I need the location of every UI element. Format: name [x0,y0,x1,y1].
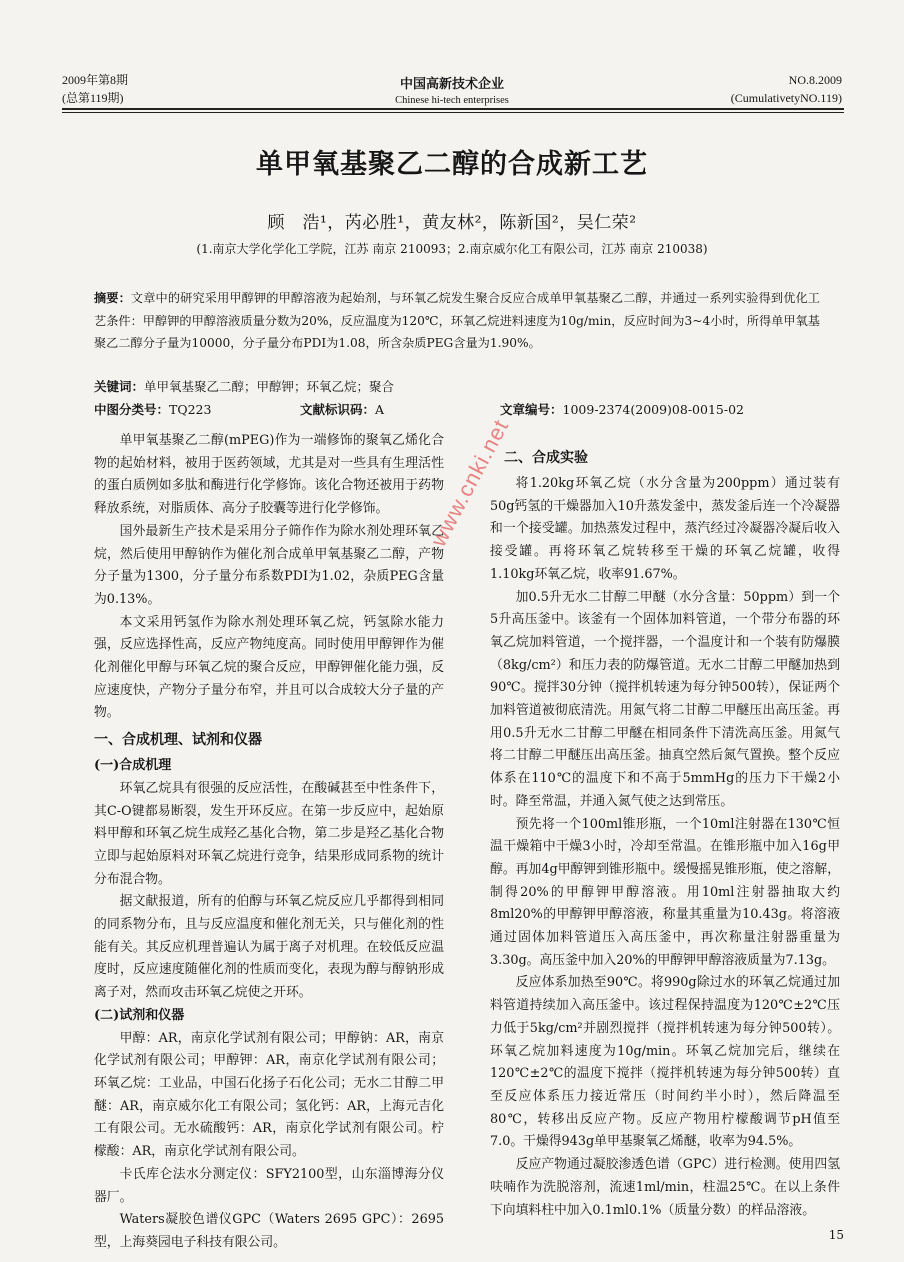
intro-paragraph-1: 单甲氧基聚乙二醇(mPEG)作为一端修饰的聚氧乙烯化合物的起始材料，被用于医药领域，尤其是对一些具有生理活性的蛋白质例如多肽和酶进行化学修饰。该化合物还被用于药物释放系统，对脂质体、高分子胶囊等进行化学修饰。 [94,433,444,517]
article-label: 文章编号： [500,402,563,417]
section-heading-2: 二、合成实验 [504,450,588,466]
header-rule [62,108,844,110]
abstract-label: 摘要： [94,291,131,305]
instrument-paragraph-1: 卡氏库仑法水分测定仪：SFY2100型，山东淄博海分仪器厂。 [94,1166,444,1205]
header-issue-en: NO.8.2009 [788,73,842,87]
keywords [94,377,820,397]
header-issue-cn: 2009年第8期 [62,73,129,87]
mechanism-paragraph-2: 据文献报道，所有的伯醇与环氧乙烷反应几乎都得到相同的同系物分布，且与反应温度和催化剂无关，只与催化剂的性能有关。其反应机理普遍认为属于离子对机理。在较低反应温度时，反应速度随催化剂的性质而变化，表现为醇与醇钠形成离子对，然而攻击环氧乙烷使之开环。 [94,894,444,1001]
paper-authors: 顾 浩¹，芮必胜¹，黄友林²，陈新国²，吴仁荣² [267,213,637,233]
article-value: 1009-2374(2009)08-0015-02 [562,402,744,417]
abstract-text: 文章中的研究采用甲醇钾的甲醇溶液为起始剂，与环氧乙烷发生聚合反应合成单甲氧基聚乙二醇，并通过一系列实验得到优化工艺条件：甲醇钾的甲醇溶液质量分数为20%，反应温度为120℃，环氧乙烷进料速度为10g/min，反应时间为3~4小时，所得单甲氧基聚乙二醇分子量为10000，分子量分布PDI为1.08，所含杂质PEG含量为1.90%。 [94,291,820,350]
experiment-paragraph-3: 预先将一个100ml锥形瓶，一个10ml注射器在130℃恒温干燥箱中干燥3小时，冷却至常温。在锥形瓶中加入16g甲醇。再加4g甲醇钾到锥形瓶中。缓慢摇晃锥形瓶，使之溶解，制得20%的甲醇钾甲醇溶液。用10ml注射器抽取大约8ml20%的甲醇钾甲醇溶液，称量其重量为10.43g。将溶液通过固体加料管道压入高压釜中，再次称量注射器重量为3.30g。高压釜中加入20%的甲醇钾甲醇溶液质量为7.13g。 [490,816,840,968]
header-journal-cn: 中国高新技术企业 [399,76,504,91]
experiment-paragraph-4: 反应体系加热至90℃。将990g除过水的环氧乙烷通过加料管道持续加入高压釜中。该过程保持温度为120℃±2℃压力低于5kg/cm²并剧烈搅拌（搅拌机转速为每分钟500转）。环氧乙烷加料速度为10g/min。环氧乙烷加完后，继续在120℃±2℃的温度下搅拌（搅拌机转速为每分钟500转）直至反应体系压力接近常压（时间约半小时），然后降温至80℃，转移出反应产物。反应产物用柠檬酸调节pH值至7.0。干燥得943g单甲基聚氧乙烯醚，收率为94.5%。 [490,975,840,1150]
clc-number [94,400,211,420]
experiment-paragraph-5: 反应产物通过凝胶渗透色谱（GPC）进行检测。使用四氢呋喃作为洗脱溶剂，流速1ml/min，柱温25℃。在以上条件下向填料柱中加入0.1ml0.1%（质量分数）的样品溶液。 [490,1157,840,1218]
reagents-paragraph: 甲醇：AR，南京化学试剂有限公司；甲醇钠：AR，南京化学试剂有限公司；甲醇钾：AR，南京化学试剂有限公司；环氧乙烷：工业品，中国石化扬子石化公司；无水二甘醇二甲醚：AR，南京威尔化工有限公司；氢化钙：AR，上海元吉化工有限公司。无水硫酸钙：AR，南京化学试剂有限公司。柠檬酸：AR，南京化学试剂有限公司。 [94,1030,444,1160]
header-total-cn: (总第119期) [62,91,124,105]
clc-label: 中图分类号： [94,402,170,417]
experiment-paragraph-2: 加0.5升无水二甘醇二甲醚（水分含量：50ppm）到一个5升高压釜中。该釜有一个固体加料管道，一个带分布器的环氧乙烷加料管道，一个搅拌器，一个温度计和一个装有防爆膜（8kg/cm²）和压力表的防爆管道。无水二甘醇二甲醚加热到90℃。搅拌30分钟（搅拌机转速为每分钟500转），保证两个加料管道被彻底清洗。用氮气将二甘醇二甲醚压出高压釜。再用0.5升无水二甘醇二甲醚在相同条件下清洗高压釜。用氮气将二甘醇二甲醚压出高压釜。抽真空然后氮气置换。整个反应体系在110℃的温度下和不高于5mmHg的压力下干燥2小时。降至常温，并通入氮气使之达到常压。 [490,589,840,809]
subsection-heading-1a: (一)合成机理 [94,758,172,774]
intro-paragraph-2: 国外最新生产技术是采用分子筛作作为除水剂处理环氧乙烷，然后使用甲醇钠作为催化剂合成单甲氧基聚乙二醇，产物分子量为1300，分子量分布系数PDI为1.02，杂质PEG含量为0.13%。 [94,523,444,607]
section-heading-1: 一、合成机理、试剂和仪器 [94,732,262,749]
keywords-text: 单甲氧基聚乙二醇；甲醇钾；环氧乙烷；聚合 [144,379,395,394]
header-rule-thin [62,112,844,113]
doccode-value: A [375,402,385,417]
intro-paragraph-3: 本文采用钙氢作为除水剂处理环氧乙烷，钙氢除水能力强，反应选择性高，反应产物纯度高。同时使用甲醇钾作为催化剂催化甲醇与环氧乙烷的聚合反应，甲醇钾催化能力强，反应速度快，产物分子量分布窄，并且可以合成较大分子量的产物。 [94,614,444,721]
right-column [490,446,840,1222]
page-number: 15 [828,1228,844,1242]
left-column [94,430,444,1255]
header-journal-en: Chinese hi-tech enterprises [395,95,509,106]
instrument-paragraph-2: Waters凝胶色谱仪GPC（Waters 2695 GPC）：2695型，上海葵园电子科技有限公司。 [94,1212,444,1250]
watermark: www.cnki.net [425,414,514,551]
mechanism-paragraph-1: 环氧乙烷具有很强的反应活性，在酸碱甚至中性条件下，其C-O键都易断裂，发生开环反应。在第一步反应中，起始原料甲醇和环氧乙烷生成羟乙基化合物，第二步是羟乙基化合物立即与起始原料对环氧乙烷进行竞争，结果形成同系物的统计分布混合物。 [94,780,444,887]
paper-title: 单甲氧基聚乙二醇的合成新工艺 [256,149,648,180]
subsection-heading-1b: (二)试剂和仪器 [94,1007,185,1023]
abstract [94,287,820,355]
experiment-paragraph-1: 将1.20kg环氧乙烷（水分含量为200ppm）通过装有50g钙氢的干燥器加入10升蒸发釜中，蒸发釜后连一个冷凝器和一个接受罐。加热蒸发过程中，蒸汽经过冷凝器冷凝后收入接受罐。再将环氧乙烷转移至干燥的环氧乙烷罐，收得1.10kg环氧乙烷，收率91.67%。 [490,476,840,582]
keywords-label: 关键词： [94,379,145,394]
clc-value: TQ223 [169,402,212,417]
document-code [300,400,384,420]
paper-affiliation: (1.南京大学化学化工学院，江苏 南京 210093；2.南京威尔化工有限公司，江苏 南京 210038) [196,242,708,256]
doccode-label: 文献标识码： [300,402,376,417]
header-total-en: (CumulativetyNO.119) [730,91,842,105]
article-number [500,400,744,420]
